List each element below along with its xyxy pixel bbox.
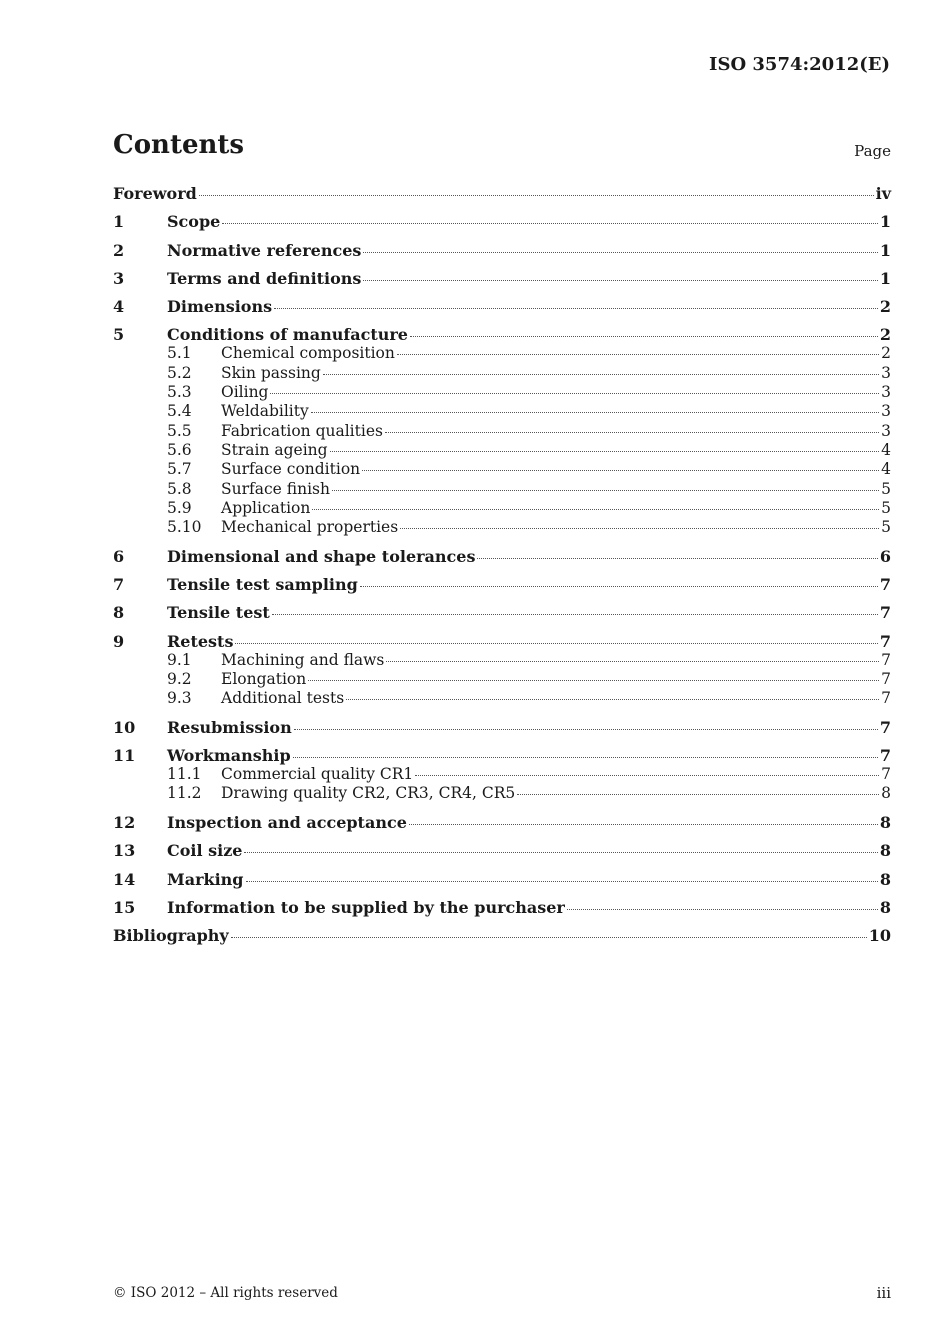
toc-entry-number: 5.1 <box>167 344 192 363</box>
toc-entry[interactable] <box>113 241 891 260</box>
dot-leader <box>270 393 879 394</box>
toc-entry-page: 7 <box>879 603 891 623</box>
toc-entry-title: Surface finish <box>221 479 330 498</box>
toc-entry-page: 10 <box>868 926 891 946</box>
toc-entry-page: 3 <box>881 363 891 382</box>
dot-leader <box>330 451 880 452</box>
page-title: Contents <box>113 130 245 160</box>
toc-entry-number: 5.2 <box>167 363 192 382</box>
page-number: iii <box>876 1284 891 1302</box>
dot-leader <box>477 558 877 559</box>
toc-entry-number: 14 <box>113 869 136 889</box>
toc-entry-number: 7 <box>113 575 125 595</box>
dot-leader <box>567 909 878 910</box>
toc-subentry[interactable] <box>113 784 891 803</box>
toc-entry-page: 2 <box>881 344 891 363</box>
copyright-notice: © ISO 2012 – All rights reserved <box>113 1285 338 1301</box>
page-column-label: Page <box>854 142 891 160</box>
toc-entry-number: 5.5 <box>167 421 192 440</box>
toc-entry-number: 5.3 <box>167 383 192 402</box>
toc-entry-number: 5.7 <box>167 460 192 479</box>
toc-entry-number: 11.1 <box>167 765 202 784</box>
dot-leader <box>363 280 877 281</box>
toc-entry[interactable] <box>113 603 891 622</box>
toc-entry-title: Surface condition <box>221 460 361 479</box>
toc-entry-title: Weldability <box>221 402 309 421</box>
toc-entry-title: Chemical composition <box>221 344 395 363</box>
toc-entry-title: Scope <box>167 212 221 232</box>
toc-entry-number: 9.2 <box>167 669 192 688</box>
toc-entry-title: Fabrication qualities <box>221 421 383 440</box>
toc-entry-title: Information to be supplied by the purchaser <box>167 897 565 917</box>
toc-entry-title: Terms and definitions <box>167 268 362 288</box>
toc-entry-page: 1 <box>879 212 891 232</box>
toc-subentry[interactable] <box>113 765 891 784</box>
dot-leader <box>386 661 879 662</box>
toc-entry[interactable] <box>113 746 891 765</box>
toc-entry-title: Workmanship <box>167 746 291 766</box>
toc-entry-page: 5 <box>881 498 891 517</box>
toc-entry-page: 2 <box>879 325 891 345</box>
table-of-contents <box>113 184 891 945</box>
toc-entry-number: 11 <box>113 746 136 766</box>
dot-leader <box>397 354 879 355</box>
toc-entry-page: 7 <box>879 631 891 651</box>
toc-entry-page: 5 <box>881 518 891 537</box>
toc-entry-title: Additional tests <box>221 689 345 708</box>
dot-leader <box>410 336 878 337</box>
toc-entry-page: 3 <box>881 402 891 421</box>
toc-subentry[interactable] <box>113 383 891 402</box>
toc-entry-number: 2 <box>113 240 125 260</box>
toc-entry-page: 7 <box>881 765 891 784</box>
toc-entry-number: 6 <box>113 546 125 566</box>
toc-subentry[interactable] <box>113 364 891 383</box>
toc-entry[interactable] <box>113 632 891 651</box>
dot-leader <box>360 586 878 587</box>
toc-entry-title: Tensile test sampling <box>167 575 358 595</box>
toc-entry[interactable] <box>113 212 891 231</box>
toc-entry[interactable] <box>113 325 891 344</box>
toc-entry[interactable] <box>113 297 891 316</box>
toc-entry-title: Marking <box>167 869 244 889</box>
toc-entry-page: 3 <box>881 421 891 440</box>
dot-leader <box>244 852 877 853</box>
toc-entry[interactable] <box>113 870 891 889</box>
toc-entry-title: Normative references <box>167 240 362 260</box>
toc-entry-page: 7 <box>879 746 891 766</box>
toc-entry-title: Oiling <box>221 383 269 402</box>
dot-leader <box>231 937 867 938</box>
dot-leader <box>293 757 878 758</box>
toc-subentry[interactable] <box>113 670 891 689</box>
toc-entry-page: 6 <box>879 546 891 566</box>
toc-entry-title: Mechanical properties <box>221 518 399 537</box>
toc-entry-title: Foreword <box>113 184 197 203</box>
toc-entry[interactable] <box>113 813 891 832</box>
toc-entry-title: Conditions of manufacture <box>167 325 408 345</box>
dot-leader <box>246 881 878 882</box>
dot-leader <box>332 490 879 491</box>
toc-subentry[interactable] <box>113 689 891 708</box>
toc-entry[interactable] <box>113 184 891 203</box>
toc-entry-title: Bibliography <box>113 926 229 946</box>
dot-leader <box>272 614 878 615</box>
toc-subentry[interactable] <box>113 402 891 421</box>
toc-entry-number: 5.10 <box>167 518 202 537</box>
toc-entry[interactable] <box>113 269 891 288</box>
dot-leader <box>346 699 879 700</box>
toc-entry-number: 12 <box>113 813 136 833</box>
toc-entry-title: Dimensions <box>167 297 273 317</box>
toc-entry-page: 8 <box>881 784 891 803</box>
toc-entry-title: Coil size <box>167 841 243 861</box>
toc-entry[interactable] <box>113 841 891 860</box>
dot-leader <box>517 794 879 795</box>
toc-entry-number: 1 <box>113 212 125 232</box>
toc-entry-page: 7 <box>881 650 891 669</box>
toc-entry-page: 3 <box>881 383 891 402</box>
toc-entry-number: 5 <box>113 325 125 345</box>
toc-entry-number: 5.8 <box>167 479 192 498</box>
dot-leader <box>362 470 879 471</box>
toc-entry-title: Strain ageing <box>221 440 328 459</box>
toc-subentry[interactable] <box>113 344 891 363</box>
toc-entry-title: Commercial quality CR1 <box>221 765 414 784</box>
toc-entry-number: 9 <box>113 631 125 651</box>
toc-entry-title: Elongation <box>221 669 307 688</box>
toc-entry-number: 9.3 <box>167 689 192 708</box>
document-reference: ISO 3574:2012(E) <box>709 54 890 75</box>
toc-entry-title: Retests <box>167 631 234 651</box>
toc-entry-page: 1 <box>879 240 891 260</box>
dot-leader <box>312 509 879 510</box>
toc-entry-title: Tensile test <box>167 603 270 623</box>
toc-entry[interactable] <box>113 898 891 917</box>
toc-entry-number: 11.2 <box>167 784 202 803</box>
dot-leader <box>294 729 878 730</box>
dot-leader <box>400 528 879 529</box>
toc-entry-page: iv <box>875 184 891 203</box>
toc-entry-title: Machining and flaws <box>221 650 385 669</box>
toc-entry-title: Inspection and acceptance <box>167 813 407 833</box>
toc-entry-page: 8 <box>879 897 891 917</box>
toc-entry-page: 7 <box>879 575 891 595</box>
toc-entry-title: Dimensional and shape tolerances <box>167 546 476 566</box>
dot-leader <box>385 432 879 433</box>
dot-leader <box>222 223 878 224</box>
toc-entry[interactable] <box>113 547 891 566</box>
toc-entry[interactable] <box>113 926 891 945</box>
toc-subentry[interactable] <box>113 499 891 518</box>
toc-entry-page: 4 <box>881 460 891 479</box>
toc-subentry[interactable] <box>113 480 891 499</box>
toc-entry-title: Resubmission <box>167 717 292 737</box>
dot-leader <box>274 308 878 309</box>
toc-entry-number: 5.6 <box>167 440 192 459</box>
toc-entry-title: Application <box>221 498 311 517</box>
toc-entry-number: 4 <box>113 297 125 317</box>
toc-subentry[interactable] <box>113 460 891 479</box>
toc-entry-number: 5.4 <box>167 402 192 421</box>
toc-entry-page: 4 <box>881 440 891 459</box>
toc-subentry[interactable] <box>113 441 891 460</box>
toc-entry-number: 13 <box>113 841 136 861</box>
toc-entry-page: 7 <box>881 669 891 688</box>
toc-entry-title: Drawing quality CR2, CR3, CR4, CR5 <box>221 784 516 803</box>
toc-subentry[interactable] <box>113 422 891 441</box>
toc-entry-page: 5 <box>881 479 891 498</box>
dot-leader <box>363 252 877 253</box>
dot-leader <box>311 412 879 413</box>
dot-leader <box>323 374 879 375</box>
dot-leader <box>308 680 879 681</box>
toc-entry-title: Skin passing <box>221 363 321 382</box>
toc-entry-number: 5.9 <box>167 498 192 517</box>
dot-leader <box>199 195 874 196</box>
toc-entry[interactable] <box>113 718 891 737</box>
toc-entry-page: 8 <box>879 841 891 861</box>
toc-entry-page: 8 <box>879 869 891 889</box>
toc-subentry[interactable] <box>113 518 891 537</box>
toc-entry-number: 3 <box>113 268 125 288</box>
toc-entry-number: 15 <box>113 897 136 917</box>
toc-entry-page: 8 <box>879 813 891 833</box>
dot-leader <box>415 775 879 776</box>
dot-leader <box>409 824 878 825</box>
toc-entry-number: 10 <box>113 717 136 737</box>
toc-entry-page: 7 <box>881 689 891 708</box>
toc-entry-number: 9.1 <box>167 650 192 669</box>
toc-entry-number: 8 <box>113 603 125 623</box>
toc-entry[interactable] <box>113 575 891 594</box>
toc-subentry[interactable] <box>113 651 891 670</box>
toc-entry-page: 7 <box>879 717 891 737</box>
dot-leader <box>235 643 877 644</box>
toc-entry-page: 2 <box>879 297 891 317</box>
toc-entry-page: 1 <box>879 268 891 288</box>
